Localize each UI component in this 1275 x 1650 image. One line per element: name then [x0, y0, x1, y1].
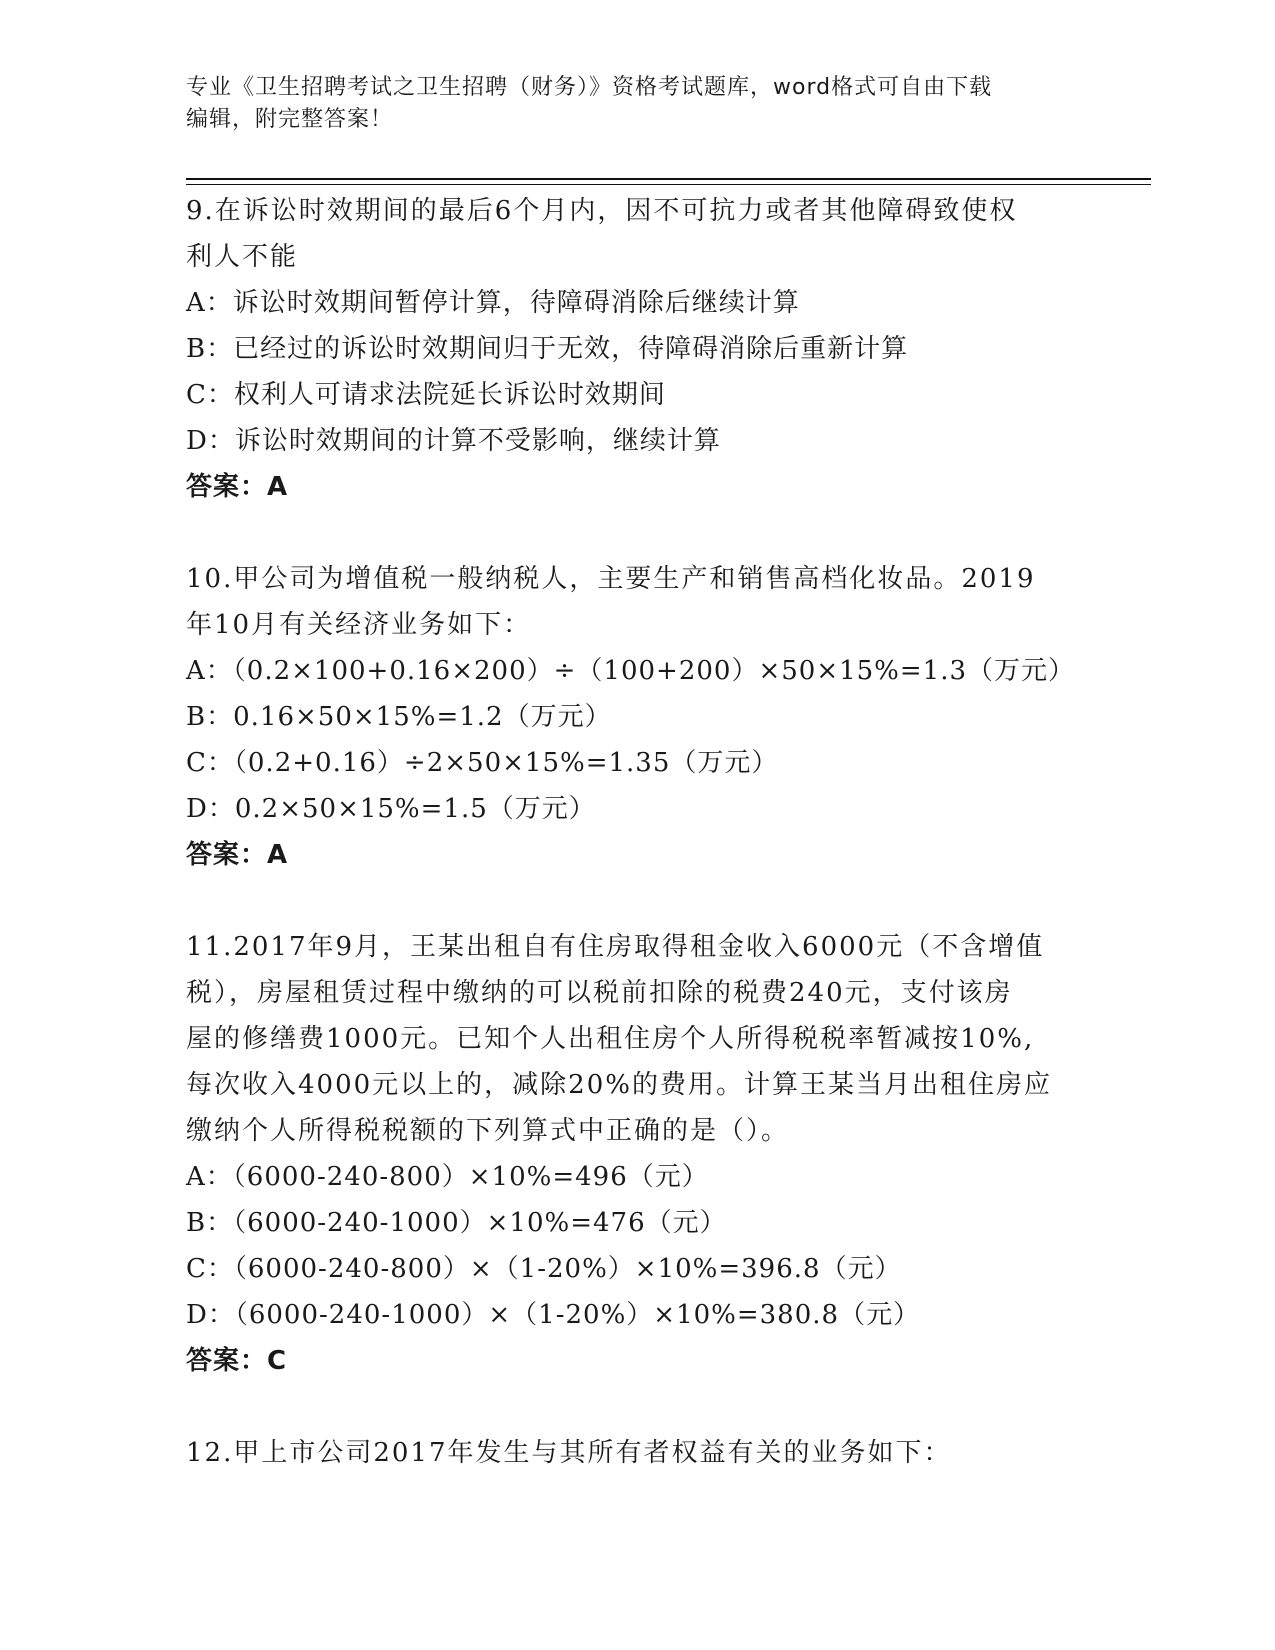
question-stem-line: 年10月有关经济业务如下： [186, 610, 532, 640]
answer-option: D：诉讼时效期间的计算不受影响，继续计算 [186, 426, 721, 456]
answer-option: B：0.16×50×15%=1.2（万元） [186, 702, 612, 732]
answer-option: B：（6000-240-1000）×10%=476（元） [186, 1208, 727, 1238]
question-block [186, 924, 1066, 1384]
question-block [186, 556, 1076, 878]
answer-key: 答案：C [186, 1346, 288, 1376]
answer-option: C：权利人可请求法院延长诉讼时效期间 [186, 380, 666, 410]
answer-option: C：（0.2+0.16）÷2×50×15%=1.35（万元） [186, 748, 779, 778]
question-stem-line: 9.在诉讼时效期间的最后6个月内，因不可抗力或者其他障碍致使权 [186, 196, 1018, 226]
question-spacer [186, 878, 1066, 924]
question-block [186, 1430, 1066, 1476]
header-divider-thin [186, 184, 1151, 185]
answer-option: D：0.2×50×15%=1.5（万元） [186, 794, 596, 824]
answer-key: 答案：A [186, 472, 289, 502]
answer-key: 答案：A [186, 840, 289, 870]
question-spacer [186, 1384, 1066, 1430]
answer-option: D：（6000-240-1000）×（1-20%）×10%=380.8（元） [186, 1300, 921, 1330]
question-block [186, 188, 1066, 510]
header-line-2: 编辑，附完整答案！ [186, 107, 394, 132]
question-stem-line: 每次收入4000元以上的，减除20%的费用。计算王某当月出租住房应 [186, 1070, 1052, 1100]
answer-option: A：（0.2×100+0.16×200）÷（100+200）×50×15%=1.3（万元） [186, 656, 1076, 686]
header-divider-thick [186, 178, 1151, 180]
question-list [186, 188, 1076, 1476]
question-stem-line: 屋的修缮费1000元。已知个人出租住房个人所得税税率暂减按10%, [186, 1024, 1035, 1054]
document-header [186, 72, 1066, 136]
answer-option: A：诉讼时效期间暂停计算，待障碍消除后继续计算 [186, 288, 800, 318]
question-stem-line: 税），房屋租赁过程中缴纳的可以税前扣除的税费240元，支付该房 [186, 978, 1013, 1008]
question-stem-line: 缴纳个人所得税税额的下列算式中正确的是（）。 [186, 1116, 790, 1146]
answer-option: B：已经过的诉讼时效期间归于无效，待障碍消除后重新计算 [186, 334, 909, 364]
answer-option: C：（6000-240-800）×（1-20%）×10%=396.8（元） [186, 1254, 902, 1284]
question-stem-line: 利人不能 [186, 242, 299, 272]
answer-option: A：（6000-240-800）×10%=496（元） [186, 1162, 709, 1192]
question-stem-line: 11.2017年9月，王某出租自有住房取得租金收入6000元（不含增值 [186, 932, 1045, 962]
question-stem-line: 12.甲上市公司2017年发生与其所有者权益有关的业务如下： [186, 1438, 952, 1468]
question-spacer [186, 510, 1066, 556]
header-line-1: 专业《卫生招聘考试之卫生招聘（财务）》资格考试题库，word格式可自由下载 [186, 75, 993, 100]
question-stem-line: 10.甲公司为增值税一般纳税人，主要生产和销售高档化妆品。2019 [186, 564, 1036, 594]
